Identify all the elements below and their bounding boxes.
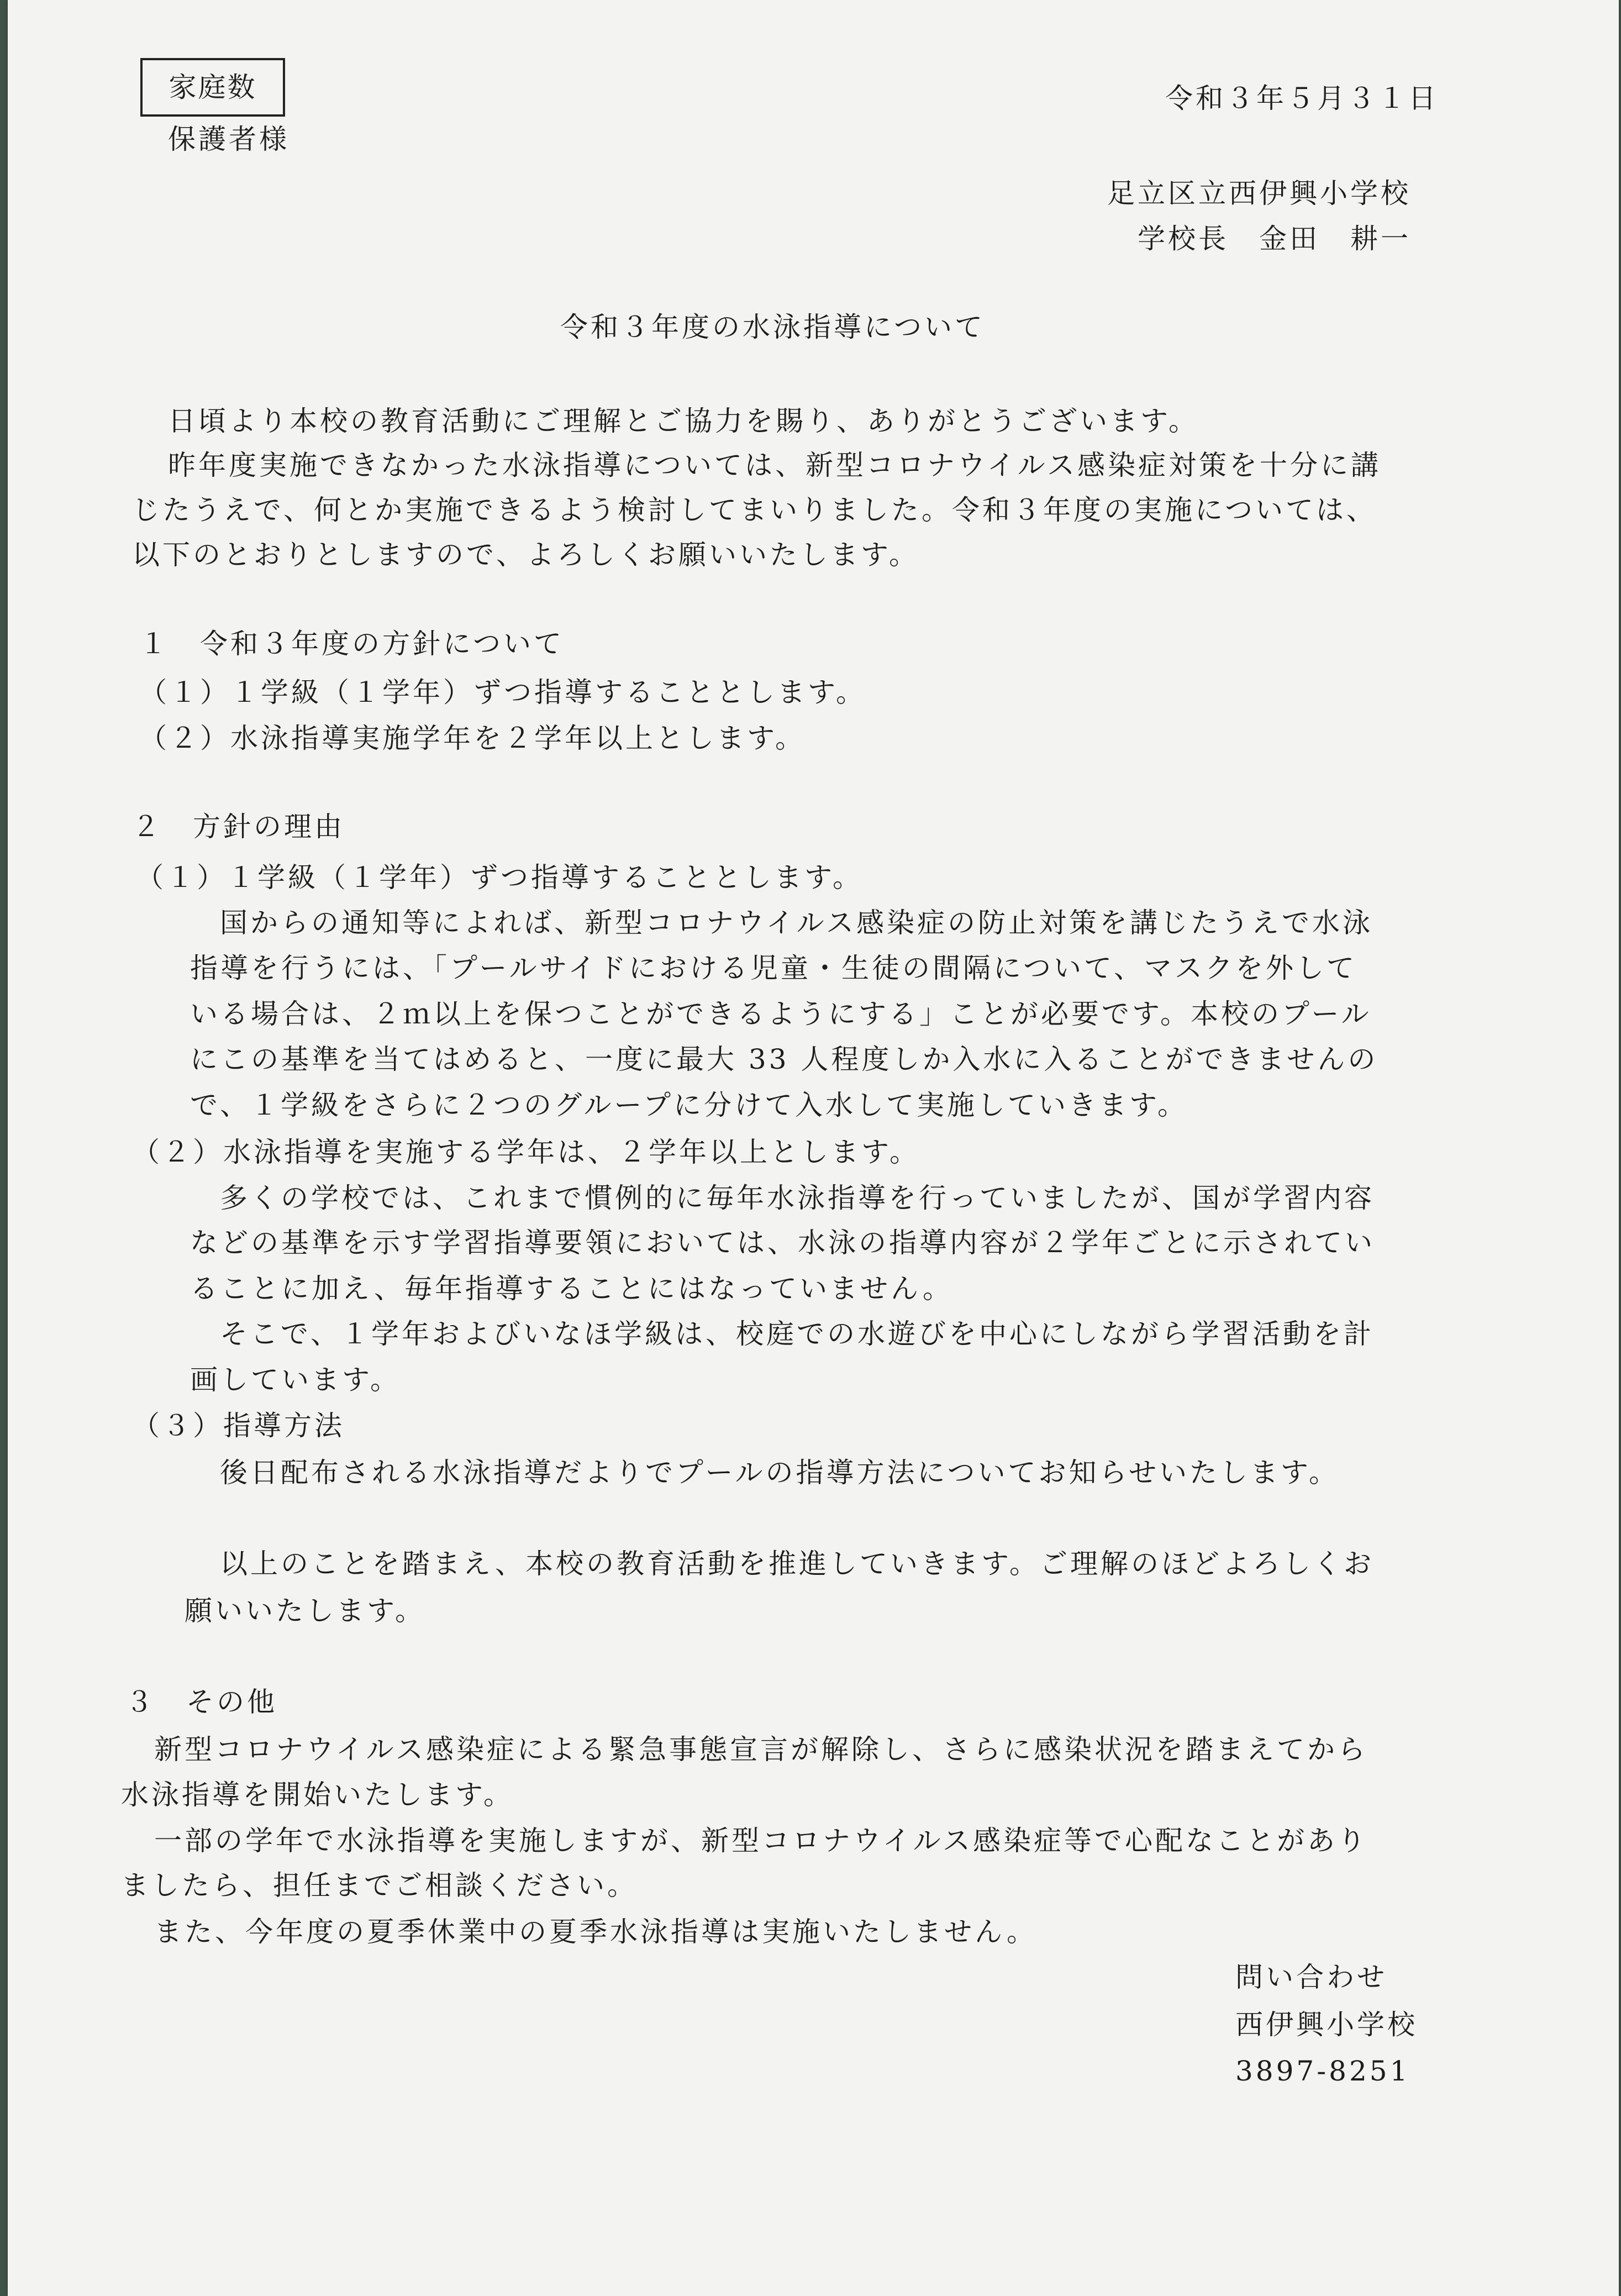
section-1-item: （２）水泳指導実施学年を２学年以上とします。 — [139, 722, 806, 754]
section-1-item: （１）１学級（１学年）ずつ指導することとします。 — [139, 676, 866, 708]
section-2-item-2-heading: （２）水泳指導を実施する学年は、２学年以上とします。 — [132, 1136, 920, 1168]
school-name: 足立区立西伊興小学校 — [1107, 177, 1411, 209]
section-3-line: 水泳指導を開始いたします。 — [121, 1779, 514, 1811]
section-2-item-1-line: にこの基準を当てはめると、一度に最大 33 人程度しか入水に入ることができませんの — [190, 1043, 1378, 1075]
document-title: 令和３年度の水泳指導について — [560, 311, 985, 343]
section-2-item-1-line: いる場合は、２ｍ以上を保つことができるようにする」ことが必要です。本校のプール — [190, 998, 1372, 1030]
section-2-item-2-line: などの基準を示す学習指導要領においては、水泳の指導内容が２学年ごとに示されてい — [190, 1227, 1375, 1259]
section-2-item-1-line: 国からの通知等によれば、新型コロナウイルス感染症の防止対策を講じたうえで水泳 — [220, 907, 1373, 939]
section-2-item-1-line: で、１学級をさらに２つのグループに分けて入水して実施していきます。 — [190, 1089, 1188, 1121]
section-2-item-1-line: 指導を行うには、「プールサイドにおける児童・生徒の間隔について、マスクを外して — [190, 952, 1357, 984]
section-2-item-2-line: 画しています。 — [190, 1364, 401, 1396]
section-3-line: 新型コロナウイルス感染症による緊急事態宣言が解除し、さらに感染状況を踏まえてから — [154, 1733, 1368, 1766]
contact-phone: 3897-8251 — [1235, 2055, 1411, 2087]
section-2-closing-line: 願いいたします。 — [185, 1595, 425, 1627]
section-2-closing-line: 以上のことを踏まえ、本校の教育活動を推進していきます。ご理解のほどよろしくお — [220, 1548, 1374, 1580]
section-2-item-2-line: 多くの学校では、これまで慣例的に毎年水泳指導を行っていましたが、国が学習内容 — [220, 1182, 1375, 1214]
intro-paragraph-2-line: 昨年度実施できなかった水泳指導については、新型コロナウイルス感染症対策を十分に講 — [168, 449, 1381, 481]
recipient: 保護者様 — [168, 123, 290, 155]
principal-name: 学校長 金田 耕一 — [1138, 223, 1411, 255]
section-2-heading: ２ 方針の理由 — [132, 811, 345, 843]
section-3-line: ましたら、担任までご相談ください。 — [121, 1869, 638, 1901]
contact-school: 西伊興小学校 — [1235, 2009, 1418, 2041]
intro-paragraph-2-line: 以下のとおりとしますので、よろしくお願いいたします。 — [132, 539, 919, 571]
section-1-heading: １ 令和３年度の方針について — [139, 628, 564, 660]
contact-label: 問い合わせ — [1235, 1961, 1387, 1993]
section-2-item-2-line: ることに加え、毎年指導することにはなっていません。 — [190, 1273, 953, 1305]
category-box: 家庭数 — [140, 58, 285, 117]
section-3-heading: ３ その他 — [125, 1686, 277, 1718]
intro-paragraph-2-line: じたうえで、何とか実施できるよう検討してまいりました。令和３年度の実施については、 — [132, 494, 1377, 526]
section-2-item-2-line: そこで、１学年およびいなほ学級は、校庭での水遊びを中心にしながら学習活動を計 — [220, 1318, 1374, 1350]
section-2-item-3-heading: （３）指導方法 — [132, 1410, 345, 1442]
document-page — [8, 0, 1619, 2296]
section-3-line: 一部の学年で水泳指導を実施しますが、新型コロナウイルス感染症等で心配なことがあり — [154, 1825, 1368, 1857]
section-3-line: また、今年度の夏季休業中の夏季水泳指導は実施いたしません。 — [154, 1916, 1037, 1948]
section-2-item-1-heading: （１）１学級（１学年）ずつ指導することとします。 — [136, 861, 863, 894]
section-2-item-3-line: 後日配布される水泳指導だよりでプールの指導方法についてお知らせいたします。 — [220, 1457, 1339, 1489]
intro-paragraph-1: 日頃より本校の教育活動にご理解とご協力を賜り、ありがとうございます。 — [168, 405, 1199, 437]
date: 令和３年５月３１日 — [1165, 82, 1439, 114]
